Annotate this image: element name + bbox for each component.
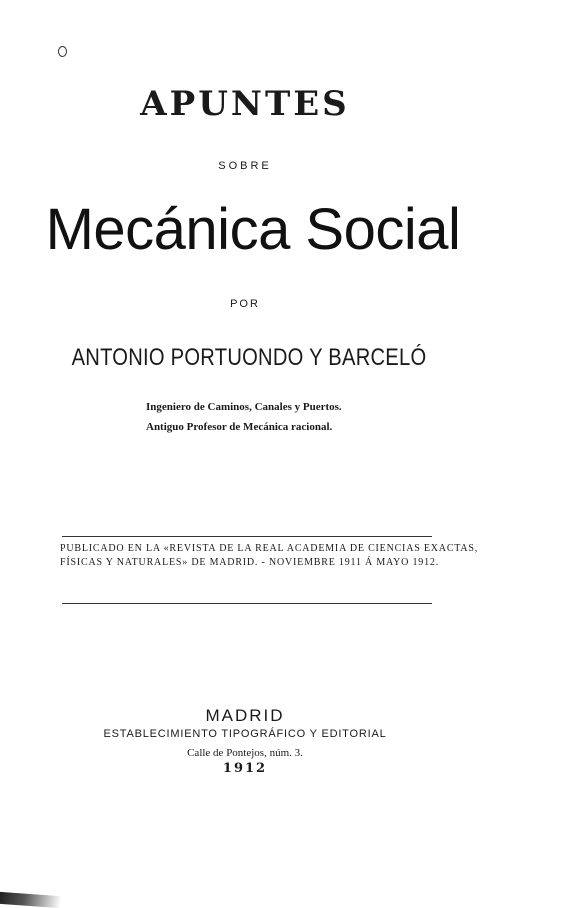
publication-note-line: FÍSICAS Y NATURALES» DE MADRID. - NOVIEMBRE 1911 Á MAYO 1912.	[60, 557, 439, 568]
book-title: APUNTES	[140, 84, 350, 124]
publication-note-line: PUBLICADO EN LA «REVISTA DE LA REAL ACADEMIA DE CIENCIAS EXACTAS,	[60, 543, 479, 554]
publication-note	[60, 542, 479, 570]
divider-bottom	[62, 603, 432, 604]
library-mark	[58, 46, 67, 57]
divider-top	[62, 536, 432, 537]
by-line: POR	[230, 298, 260, 310]
credential-line: Ingeniero de Caminos, Canales y Puertos.	[146, 401, 342, 413]
imprint-year: 1912	[222, 761, 268, 776]
imprint-address: Calle de Pontejos, núm. 3.	[187, 747, 303, 759]
author-credentials	[146, 397, 342, 437]
title-preposition: SOBRE	[218, 160, 272, 172]
imprint-city: MADRID	[205, 706, 285, 725]
author-name: ANTONIO PORTUONDO Y BARCELÓ	[71, 344, 427, 371]
imprint-publisher: ESTABLECIMIENTO TIPOGRÁFICO Y EDITORIAL	[103, 728, 387, 740]
credential-line: Antiguo Profesor de Mecánica racional.	[146, 421, 333, 433]
book-subject: Mecánica Social	[45, 197, 461, 262]
